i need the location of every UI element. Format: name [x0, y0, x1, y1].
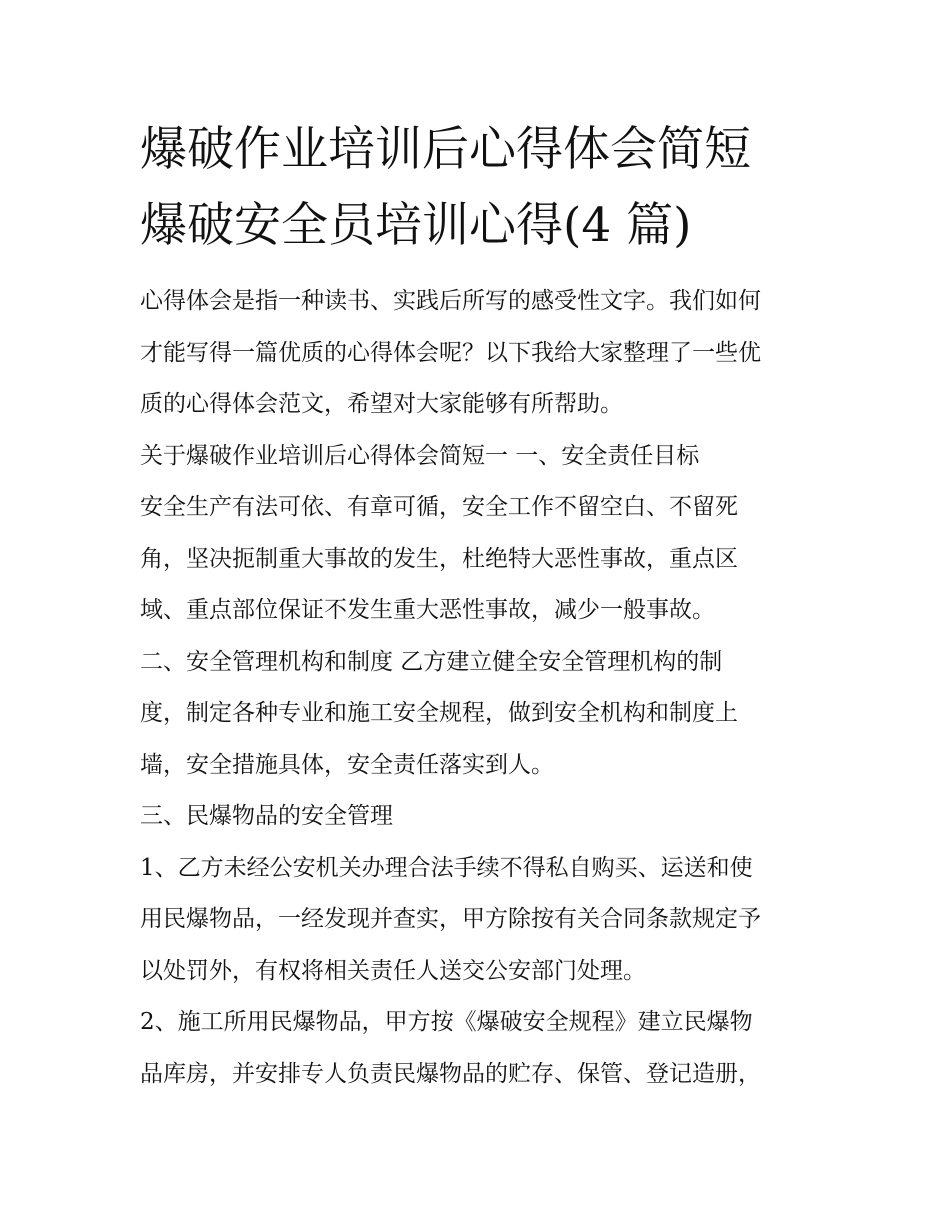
paragraph-section-1 — [140, 431, 820, 637]
title-line: 爆破安全员培训心得(4 篇) — [140, 198, 692, 253]
paragraph-item-2 — [140, 997, 820, 1100]
text-line: 墙，安全措施具体，安全责任落实到人。 — [140, 751, 554, 778]
paragraph-intro — [140, 276, 820, 431]
text-line: 度，制定各种专业和施工安全规程，做到安全机构和制度上 — [140, 700, 738, 726]
title-line: 爆破作业培训后心得体会简短 — [140, 122, 751, 177]
paragraph-item-1 — [140, 843, 820, 998]
document-page — [140, 112, 820, 1100]
text-line: 域、重点部位保证不发生重大恶性事故，减少一般事故。 — [140, 597, 715, 623]
paragraph-section-3-heading — [140, 791, 820, 843]
paragraph-section-2 — [140, 637, 820, 792]
text-line: 质的心得体会范文，希望对大家能够有所帮助。 — [140, 391, 623, 417]
text-line: 心得体会是指一种读书、实践后所写的感受性文字。我们如何 — [140, 288, 761, 314]
text-line: 三、民爆物品的安全管理 — [140, 803, 393, 829]
text-line: 安全生产有法可依、有章可循，安全工作不留空白、不留死 — [140, 494, 738, 520]
text-line: 以处罚外，有权将相关责任人送交公安部门处理。 — [140, 957, 646, 984]
text-line: 才能写得一篇优质的心得体会呢？以下我给大家整理了一些优 — [140, 339, 761, 366]
document-title — [140, 112, 820, 264]
text-line: 1、乙方未经公安机关办理合法手续不得私自购买、运送和使 — [140, 854, 753, 881]
text-line: 二、安全管理机构和制度 乙方建立健全安全管理机构的制 — [140, 648, 723, 675]
text-line: 用民爆物品，一经发现并查实，甲方除按有关合同条款规定予 — [140, 906, 761, 932]
text-line: 角，坚决扼制重大事故的发生，杜绝特大恶性事故，重点区 — [140, 545, 738, 572]
text-line: 关于爆破作业培训后心得体会简短一 一、安全责任目标 — [140, 442, 700, 469]
document-body — [140, 276, 820, 1100]
text-line: 2、施工所用民爆物品，甲方按《爆破安全规程》建立民爆物 — [140, 1009, 753, 1035]
text-line: 品库房，并安排专人负责民爆物品的贮存、保管、登记造册， — [140, 1060, 761, 1087]
